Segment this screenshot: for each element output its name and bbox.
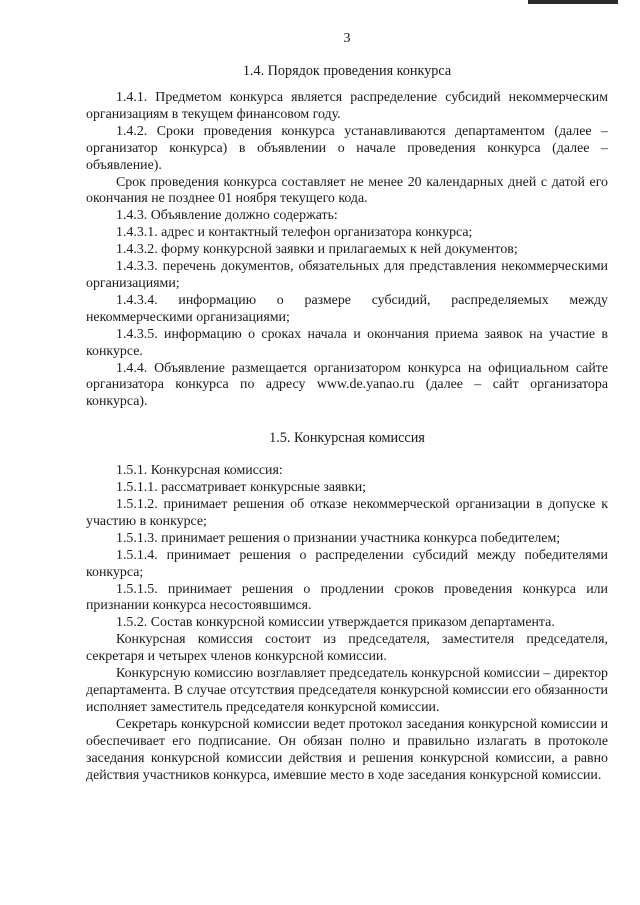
paragraph-1-5-1-2: 1.5.1.2. принимает решения об отказе некоммерческой организации в допуске к участию в конкурсе; [86,497,608,529]
section-title-1-4: 1.4. Порядок проведения конкурса [242,63,452,79]
paragraph-1-5-1-3: 1.5.1.3. принимает решения о признании участника конкурса победителем; [116,530,561,546]
paragraph-1-5-1-5: 1.5.1.5. принимает решения о продлении сроков проведения конкурса или признании конкурса несостоявшимся. [86,581,608,614]
page-number: 3 [343,31,351,46]
scan-corner-mark [528,0,618,4]
paragraph-1-4-3: 1.4.3. Объявление должно содержать: [116,208,338,224]
paragraph-commission-chair: Конкурсную комиссию возглавляет председатель конкурсной комиссии – директор департамента. В случае отсутствия председателя конкурсной комиссии его обязанности исполняет заместитель председателя конкурсной комиссии. [86,666,608,715]
section-body-1-4 [86,90,608,411]
paragraph-commission-secretary: Секретарь конкурсной комиссии ведет протокол заседания конкурсной комиссии и обеспечивает его подписание. Он обязан полно и правильно излагать в протоколе заседания конкурсной комиссии действия и решения конкурсной комиссии, а равно действия участников конкурса, имевшие место в ходе заседания конкурсной комиссии. [86,716,608,783]
paragraph-1-4-3-2: 1.4.3.2. форму конкурсной заявки и прилагаемых к ней документов; [116,242,518,258]
paragraph-1-4-3-1: 1.4.3.1. адрес и контактный телефон организатора конкурса; [116,225,473,241]
paragraph-1-4-2: 1.4.2. Сроки проведения конкурса устанавливаются департаментом (далее – организатор конкурса) в объявлении о начале проведения конкурса (далее – объявление). [86,123,608,173]
section-title-1-5: 1.5. Конкурсная комиссия [269,430,425,447]
paragraph-1-5-1-1: 1.5.1.1. рассматривает конкурсные заявки; [116,480,367,496]
document-page [86,30,608,784]
paragraph-1-5-2: 1.5.2. Состав конкурсной комиссии утверждается приказом департамента. [116,615,555,631]
paragraph-1-5-1-4: 1.5.1.4. принимает решения о распределении субсидий между победителями конкурса; [86,547,608,580]
paragraph-1-4-1: 1.4.1. Предметом конкурса является распределение субсидий некоммерческим организациям в текущем финансовом году. [86,90,608,122]
section-body-1-5 [86,463,608,784]
paragraph-1-4-4: 1.4.4. Объявление размещается организатором конкурса на официальном сайте организатора конкурса по адресу www.de.yanao.ru (далее – сайт организатора конкурса). [86,360,608,410]
paragraph-1-4-3-5: 1.4.3.5. информацию о сроках начала и окончания приема заявок на участие в конкурсе. [86,326,608,359]
paragraph-commission-composition: Конкурсная комиссия состоит из председателя, заместителя председателя, секретаря и четырех членов конкурсной комиссии. [86,632,608,665]
paragraph-term: Срок проведения конкурса составляет не менее 20 календарных дней с датой его окончания не позднее 01 ноября текущего кода. [86,174,608,207]
paragraph-1-5-1: 1.5.1. Конкурсная комиссия: [116,463,283,479]
paragraph-1-4-3-3: 1.4.3.3. перечень документов, обязательных для представления некоммерческими организациями; [86,259,608,291]
paragraph-1-4-3-4: 1.4.3.4. информацию о размере субсидий, распределяемых между некоммерческими организациями; [86,292,608,325]
